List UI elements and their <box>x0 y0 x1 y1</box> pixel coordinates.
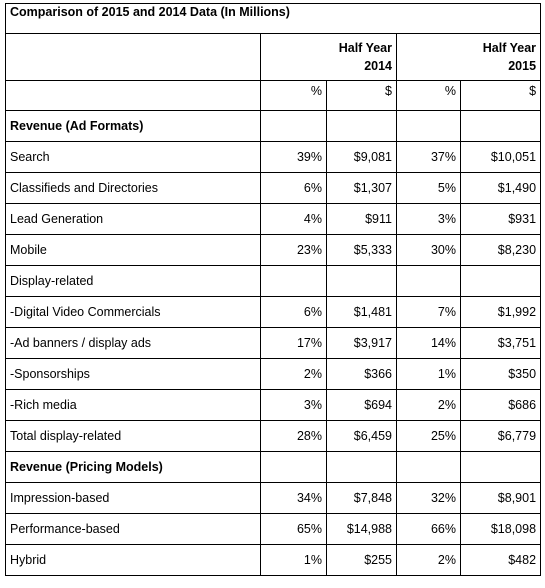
table-row <box>6 204 541 235</box>
pct-2015-cell: 14% <box>397 328 461 359</box>
row-label: -Sponsorships <box>6 359 261 390</box>
row-label: Impression-based <box>6 483 261 514</box>
row-label: -Digital Video Commercials <box>6 297 261 328</box>
unit-pct-2015: % <box>397 81 461 111</box>
pct-2014-cell: 65% <box>261 514 327 545</box>
unit-usd-2014: $ <box>327 81 397 111</box>
table-row <box>6 266 541 297</box>
usd-2014-cell <box>327 266 397 297</box>
pct-2014-cell: 34% <box>261 483 327 514</box>
usd-2014-cell: $6,459 <box>327 421 397 452</box>
pct-2014-cell <box>261 266 327 297</box>
usd-2015-cell: $350 <box>461 359 541 390</box>
units-blank-cell <box>6 81 261 111</box>
pct-2015-cell: 3% <box>397 204 461 235</box>
pct-2015-cell: 2% <box>397 545 461 576</box>
row-label: -Ad banners / display ads <box>6 328 261 359</box>
usd-2015-cell: $10,051 <box>461 142 541 173</box>
pct-2014-cell: 2% <box>261 359 327 390</box>
table-header-row <box>6 34 541 81</box>
usd-2015-cell: $931 <box>461 204 541 235</box>
usd-2014-cell: $255 <box>327 545 397 576</box>
usd-2014-cell <box>327 452 397 483</box>
pct-2015-cell: 25% <box>397 421 461 452</box>
usd-2015-cell: $1,490 <box>461 173 541 204</box>
usd-2014-cell <box>327 111 397 142</box>
header-2014 <box>261 34 397 81</box>
pct-2015-cell <box>397 266 461 297</box>
table-row <box>6 483 541 514</box>
units-row <box>6 81 541 111</box>
row-label: Revenue (Ad Formats) <box>6 111 261 142</box>
table-row <box>6 545 541 576</box>
row-label: Mobile <box>6 235 261 266</box>
table-row <box>6 297 541 328</box>
row-label: Display-related <box>6 266 261 297</box>
pct-2015-cell: 32% <box>397 483 461 514</box>
pct-2015-cell: 1% <box>397 359 461 390</box>
comparison-table <box>5 3 541 576</box>
table-title-row <box>6 4 541 34</box>
usd-2015-cell: $18,098 <box>461 514 541 545</box>
usd-2014-cell: $1,307 <box>327 173 397 204</box>
usd-2014-cell: $366 <box>327 359 397 390</box>
header-2015-line1: Half Year <box>482 41 537 55</box>
row-label: Classifieds and Directories <box>6 173 261 204</box>
pct-2014-cell: 3% <box>261 390 327 421</box>
pct-2015-cell: 30% <box>397 235 461 266</box>
table-row <box>6 421 541 452</box>
usd-2015-cell: $6,779 <box>461 421 541 452</box>
pct-2015-cell: 37% <box>397 142 461 173</box>
header-2014-line2: 2014 <box>364 59 392 73</box>
usd-2015-cell <box>461 111 541 142</box>
pct-2014-cell: 4% <box>261 204 327 235</box>
row-label: Total display-related <box>6 421 261 452</box>
section-header-row <box>6 452 541 483</box>
pct-2015-cell: 5% <box>397 173 461 204</box>
usd-2015-cell: $1,992 <box>461 297 541 328</box>
usd-2015-cell: $8,230 <box>461 235 541 266</box>
pct-2015-cell <box>397 452 461 483</box>
pct-2014-cell <box>261 452 327 483</box>
usd-2015-cell <box>461 266 541 297</box>
usd-2014-cell: $9,081 <box>327 142 397 173</box>
table-row <box>6 173 541 204</box>
table-row <box>6 359 541 390</box>
section-header-row <box>6 111 541 142</box>
pct-2014-cell: 6% <box>261 297 327 328</box>
usd-2015-cell: $482 <box>461 545 541 576</box>
usd-2014-cell: $694 <box>327 390 397 421</box>
pct-2014-cell: 23% <box>261 235 327 266</box>
pct-2015-cell: 7% <box>397 297 461 328</box>
pct-2014-cell: 6% <box>261 173 327 204</box>
usd-2014-cell: $5,333 <box>327 235 397 266</box>
row-label: Lead Generation <box>6 204 261 235</box>
table-title: Comparison of 2015 and 2014 Data (In Millions) <box>6 4 541 34</box>
header-2015-line2: 2015 <box>508 59 537 73</box>
usd-2015-cell: $3,751 <box>461 328 541 359</box>
row-label: Search <box>6 142 261 173</box>
header-blank-cell <box>6 34 261 81</box>
usd-2014-cell: $911 <box>327 204 397 235</box>
header-2014-line1: Half Year <box>338 41 392 55</box>
table-row <box>6 390 541 421</box>
usd-2014-cell: $1,481 <box>327 297 397 328</box>
row-label: Performance-based <box>6 514 261 545</box>
table-row <box>6 142 541 173</box>
row-label: Hybrid <box>6 545 261 576</box>
usd-2014-cell: $3,917 <box>327 328 397 359</box>
header-2015 <box>397 34 541 81</box>
pct-2015-cell: 66% <box>397 514 461 545</box>
pct-2014-cell: 1% <box>261 545 327 576</box>
pct-2014-cell: 28% <box>261 421 327 452</box>
table-row <box>6 514 541 545</box>
usd-2014-cell: $7,848 <box>327 483 397 514</box>
usd-2015-cell: $8,901 <box>461 483 541 514</box>
unit-usd-2015: $ <box>461 81 541 111</box>
usd-2015-cell: $686 <box>461 390 541 421</box>
pct-2014-cell <box>261 111 327 142</box>
pct-2015-cell <box>397 111 461 142</box>
table-row <box>6 328 541 359</box>
usd-2014-cell: $14,988 <box>327 514 397 545</box>
row-label: -Rich media <box>6 390 261 421</box>
pct-2014-cell: 39% <box>261 142 327 173</box>
unit-pct-2014: % <box>261 81 327 111</box>
pct-2014-cell: 17% <box>261 328 327 359</box>
row-label: Revenue (Pricing Models) <box>6 452 261 483</box>
pct-2015-cell: 2% <box>397 390 461 421</box>
usd-2015-cell <box>461 452 541 483</box>
table-row <box>6 235 541 266</box>
